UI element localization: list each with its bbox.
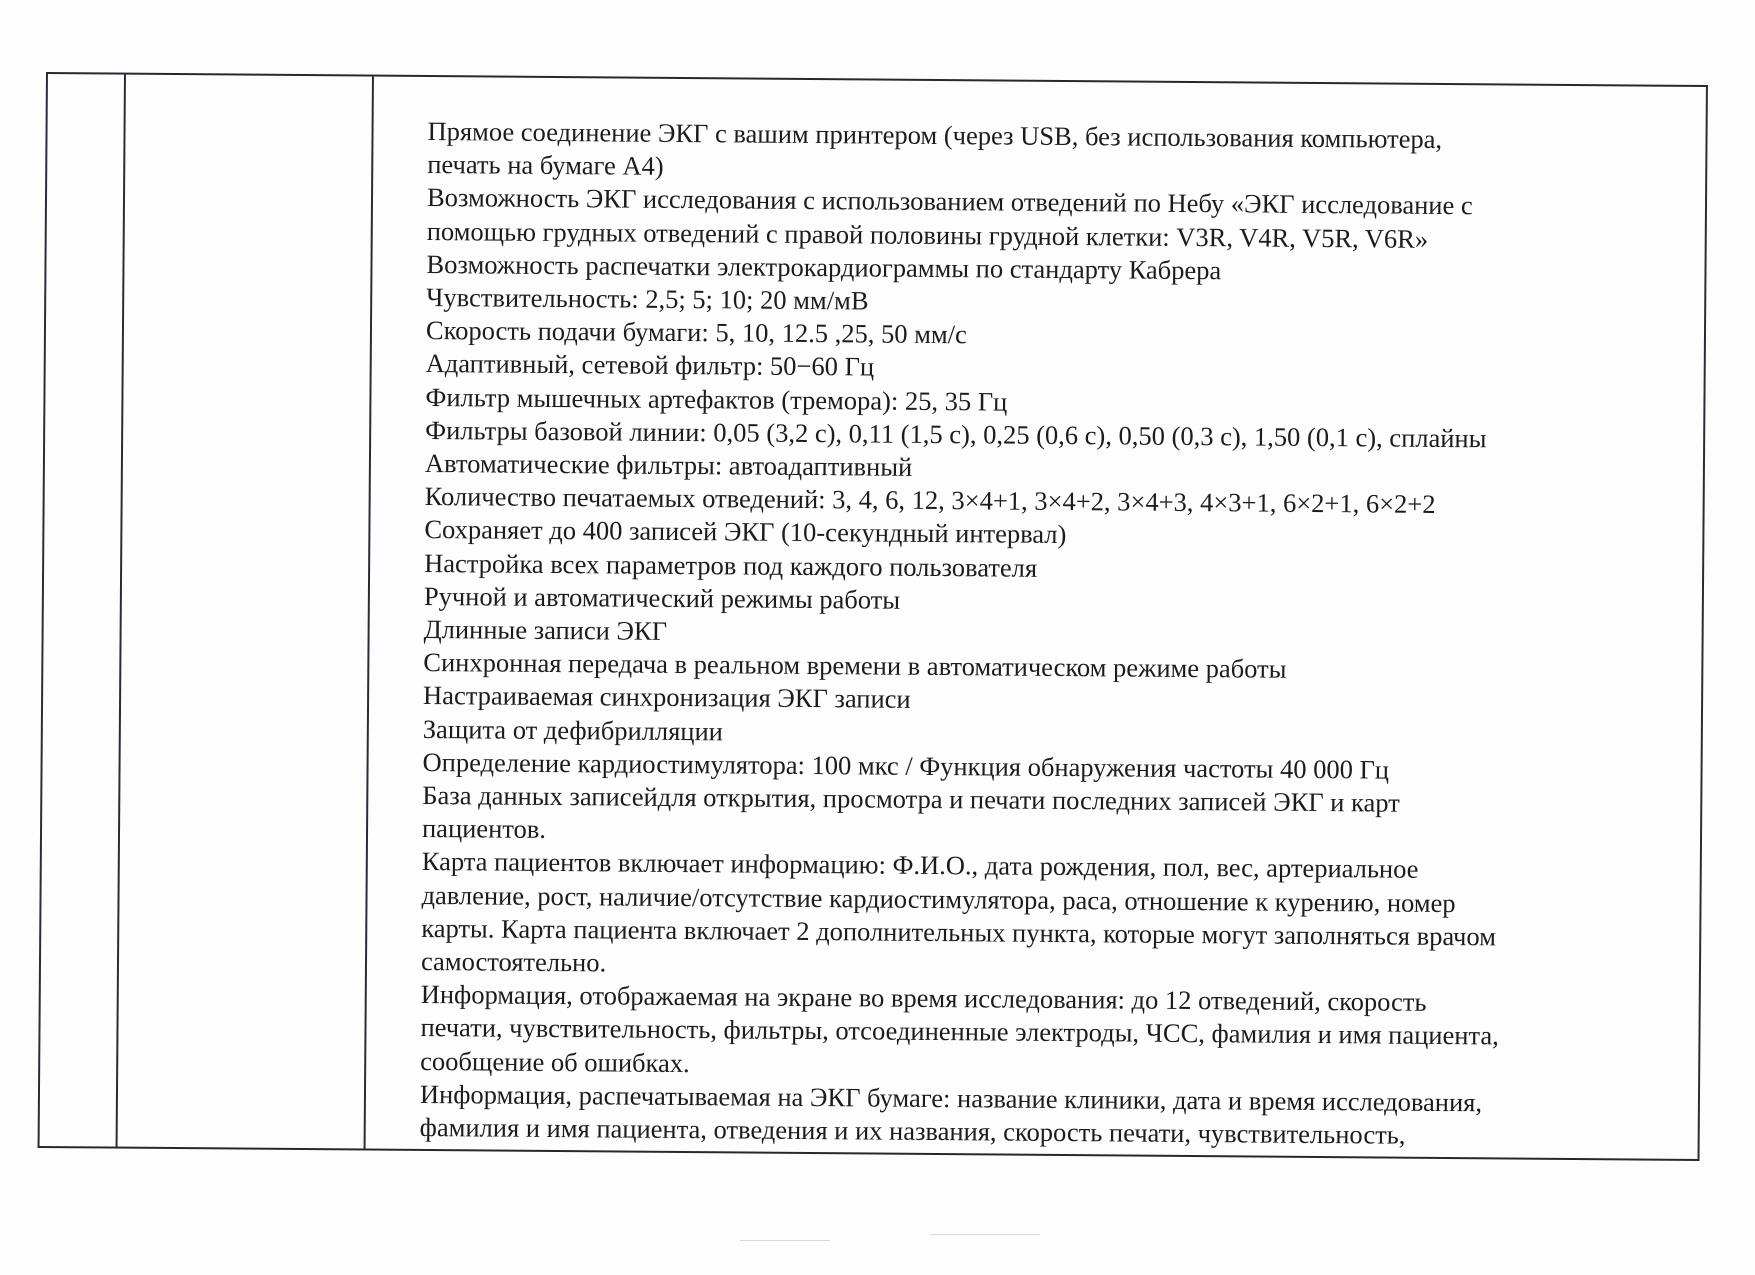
scan-artifact	[740, 1240, 830, 1241]
text-line: Чувствительность: 2,5; 5; 10; 20 мм/мВ	[426, 282, 869, 316]
text-line: фамилия и имя пациента, отведения и их названия, скорость печати, чувствительность,	[419, 1112, 1406, 1150]
text-line: Автоматические фильтры: автоадаптивный	[424, 448, 913, 482]
text-line: Длинные записи ЭКГ	[423, 614, 668, 646]
text-line: Настройка всех параметров под каждого пользователя	[424, 547, 1038, 583]
column-divider-2	[364, 77, 374, 1149]
text-line: печати, чувствительность, фильтры, отсоединенные электроды, ЧСС, фамилия и имя пациента,	[420, 1012, 1499, 1051]
text-line: самостоятельно.	[420, 946, 607, 978]
column-divider-1	[116, 75, 126, 1147]
text-line: Адаптивный, сетевой фильтр: 50−60 Гц	[425, 348, 875, 382]
text-line: Настраиваемая синхронизация ЭКГ записи	[422, 680, 911, 715]
text-line: Определение кардиостимулятора: 100 мкс / Функция обнаружения частоты 40 000 Гц	[422, 746, 1390, 785]
spec-table	[38, 72, 1708, 1161]
text-line: Возможность ЭКГ исследования с использованием отведений по Небу «ЭКГ исследование с	[426, 182, 1473, 221]
text-line: Сохраняет до 400 записей ЭКГ (10-секундный интервал)	[424, 514, 1067, 550]
text-line: Карта пациентов включает информацию: Ф.И.О., дата рождения, пол, вес, артериальное	[421, 846, 1419, 885]
text-line: Защита от дефибрилляции	[422, 713, 724, 746]
text-line: сообщение об ошибках.	[420, 1045, 690, 1078]
text-line: Информация, распечатываемая на ЭКГ бумаге: название клиники, дата и время исследования,	[419, 1078, 1483, 1118]
scan-artifact	[930, 1234, 1040, 1235]
text-line: печать на бумаге А4)	[427, 149, 664, 182]
text-line: Скорость подачи бумаги: 5, 10, 12.5 ,25, 50 мм/с	[425, 315, 967, 350]
text-line: Фильтр мышечных артефактов (тремора): 25, 35 Гц	[425, 381, 1008, 417]
text-line: Информация, отображаемая на экране во время исследования: до 12 отведений, скорость	[420, 979, 1427, 1018]
specifications-cell	[420, 115, 1678, 1154]
text-line: Синхронная передача в реальном времени в автоматическом режиме работы	[423, 647, 1287, 685]
text-line: карты. Карта пациента включает 2 дополнительных пункта, которые могут заполняться врачом	[421, 912, 1497, 952]
text-line: пациентов.	[421, 813, 547, 845]
text-line: помощью грудных отведений с правой половины грудной клетки: V3R, V4R, V5R, V6R»	[426, 215, 1429, 254]
text-line: Количество печатаемых отведений: 3, 4, 6, 12, 3×4+1, 3×4+2, 3×4+3, 4×3+1, 6×2+1, 6×2+2	[424, 481, 1436, 520]
text-line: Ручной и автоматический режимы работы	[423, 580, 901, 615]
text-line: Фильтры базовой линии: 0,05 (3,2 с), 0,11 (1,5 с), 0,25 (0,6 с), 0,50 (0,3 с), 1,50 (0,1 с), сплайны	[425, 414, 1487, 454]
text-line: давление, рост, наличие/отсутствие кардиостимулятора, раса, отношение к курению, номер	[421, 879, 1456, 918]
text-line: База данных записейдля открытия, просмотра и печати последних записей ЭКГ и карт	[422, 780, 1400, 818]
text-line: Возможность распечатки электрокардиограммы по стандарту Кабрера	[426, 248, 1222, 286]
text-line: Прямое соединение ЭКГ с вашим принтером (через USB, без использования компьютера,	[427, 115, 1443, 154]
